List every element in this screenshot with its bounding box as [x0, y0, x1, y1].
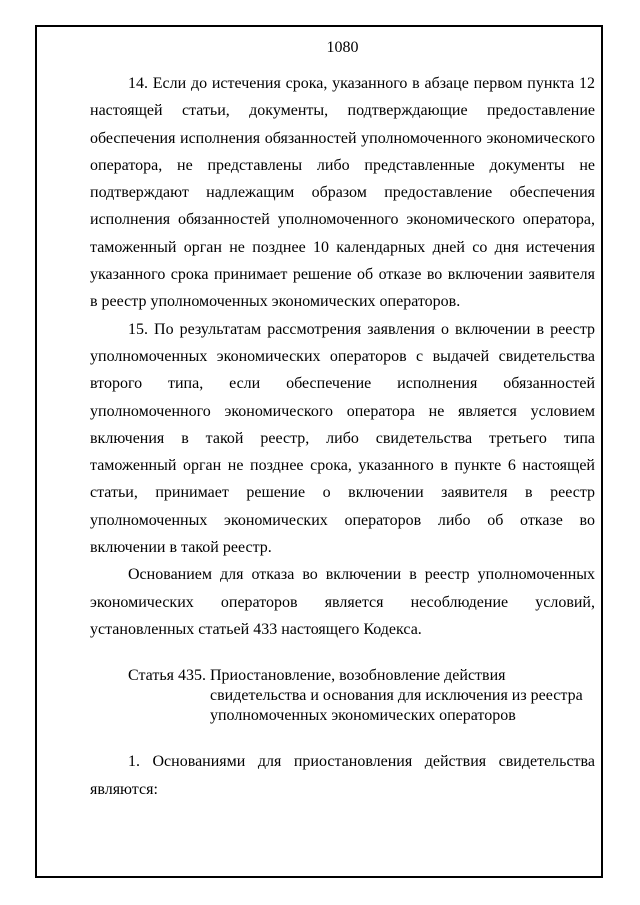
paragraph-14: 14. Если до истечения срока, указанного в абзаце первом пункта 12 настоящей статьи, документы, подтверждающие предоставление обеспечения исполнения обязанностей уполномоченного экономического оператора, не представлены либо представленные документы не подтверждают надлежащим образом предоставление обеспечения исполнения обязанностей уполномоченного экономического оператора, таможенный орган не позднее 10 календарных дней со дня истечения указанного срока принимает решение об отказе во включении заявителя в реестр уполномоченных экономических операторов.: [90, 75, 595, 311]
article-title-line: уполномоченных экономических операторов: [209, 707, 516, 725]
document-body: [90, 38, 595, 803]
paragraph-refusal-grounds: Основанием для отказа во включении в реестр уполномоченных экономических операторов является несоблюдение условий, установленных статьей 433 настоящего Кодекса.: [90, 566, 595, 638]
article-heading: [128, 666, 595, 726]
page-number: 1080: [326, 39, 359, 56]
paragraph-suspension-grounds: 1. Основаниями для приостановления действия свидетельства являются:: [90, 753, 595, 798]
article-title-line: свидетельства и основания для исключения из реестра: [209, 687, 583, 705]
article-number: Статья 435.: [128, 667, 210, 685]
article-title: [210, 666, 583, 726]
paragraph-15: 15. По результатам рассмотрения заявления о включении в реестр уполномоченных экономических операторов с выдачей свидетельства второго типа, если обеспечение исполнения обязанностей уполномоченного экономического оператора не является условием включения в такой реестр, либо свидетельства третьего типа таможенный орган не позднее срока, указанного в пункте 6 настоящей статьи, принимает решение о включении заявителя в реестр уполномоченных экономических операторов либо об отказе во включении в такой реестр.: [90, 320, 595, 557]
article-title-line: Приостановление, возобновление действия: [209, 667, 506, 685]
